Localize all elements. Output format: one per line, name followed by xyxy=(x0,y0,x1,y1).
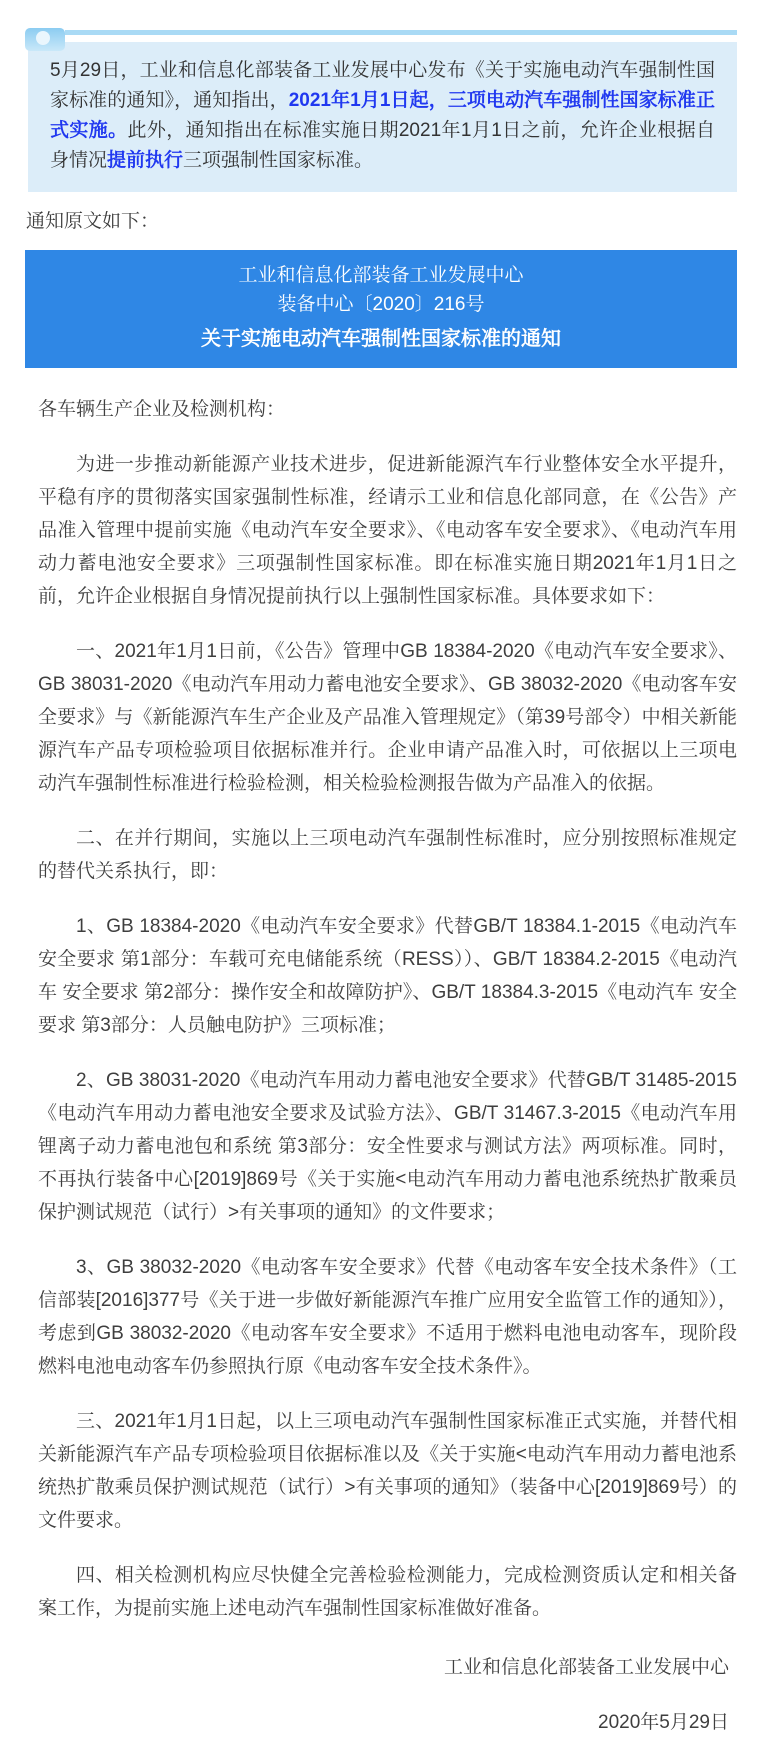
paragraph-sub-3: 3、GB 38032-2020《电动客车安全要求》代替《电动客车安全技术条件》（工信部装[2016]377号《关于进一步做好新能源汽车推广应用安全监管工作的通知》），考虑到GB 38032-2020《电动客车安全要求》不适用于燃料电池电动客车，现阶段燃料电池电动客车仍参照执行原《电动客车安全技术条件》。 xyxy=(38,1257,737,1377)
summary-text-segment: 5月29日，工业和信息化部装备工业发展中心发布《关于实施电动汽车强制性国家标准的通知》，通知指出， xyxy=(50,60,715,111)
signature-org: 工业和信息化部装备工业发展中心 xyxy=(443,1657,729,1678)
paragraph-item-3: 三、2021年1月1日起，以上三项电动汽车强制性国家标准正式实施，并替代相关新能源汽车产品专项检验项目依据标准以及《关于实施<电动汽车用动力蓄电池系统热扩散乘员保护测试规范（试行）>有关事项的通知》（装备中心[2019]869号）的文件要求。 xyxy=(38,1411,737,1531)
lead-text: 通知原文如下： xyxy=(26,211,160,232)
paragraph-sub-2: 2、GB 38031-2020《电动汽车用动力蓄电池安全要求》代替GB/T 31485-2015《电动汽车用动力蓄电池安全要求及试验方法》、GB/T 31467.3-2015《电动汽车用锂离子动力蓄电池包和系统 第3部分：安全性要求与测试方法》两项标准。同时，不再执行装备中心[2019]869号《关于实施<电动汽车用动力蓄电池系统热扩散乘员保护测试规范（试行）>有关事项的通知》的文件要求； xyxy=(38,1070,737,1223)
notice-title: 关于实施电动汽车强制性国家标准的通知 xyxy=(201,328,561,350)
summary-decoration xyxy=(0,28,774,42)
paragraph-item-4: 四、相关检测机构应尽快健全完善检验检测能力，完成检测资质认定和相关备案工作，为提前实施上述电动汽车强制性国家标准做好准备。 xyxy=(38,1565,737,1619)
decor-dot-icon xyxy=(36,31,50,45)
salutation: 各车辆生产企业及检测机构： xyxy=(38,399,286,420)
paragraph-sub-1: 1、GB 18384-2020《电动汽车安全要求》代替GB/T 18384.1-2015《电动汽车 安全要求 第1部分：车载可充电储能系统（RESS））、GB/T 18384.2-2015《电动汽车 安全要求 第2部分：操作安全和故障防护》、GB/T 18384.3-2015《电动汽车 安全要求 第3部分：人员触电防护》三项标准； xyxy=(38,916,737,1036)
paragraph-intro: 为进一步推动新能源产业技术进步，促进新能源汽车行业整体安全水平提升，平稳有序的贯彻落实国家强制性标准，经请示工业和信息化部同意，在《公告》产品准入管理中提前实施《电动汽车安全要求》、《电动客车安全要求》、《电动汽车用动力蓄电池安全要求》三项强制性国家标准。即在标准实施日期2021年1月1日之前，允许企业根据自身情况提前执行以上强制性国家标准。具体要求如下： xyxy=(38,454,737,607)
paragraph-item-1: 一、2021年1月1日前，《公告》管理中GB 18384-2020《电动汽车安全要求》、GB 38031-2020《电动汽车用动力蓄电池安全要求》、GB 38032-2020《电动客车安全要求》与《新能源汽车生产企业及产品准入管理规定》（第39号部令）中相关新能源汽车产品专项检验项目依据标准并行。企业申请产品准入时，可依据以上三项电动汽车强制性标准进行检验检测，相关检验检测报告做为产品准入的依据。 xyxy=(38,641,737,794)
notice-summary-box xyxy=(28,42,737,192)
notice-header-banner xyxy=(25,250,737,368)
summary-text-segment: 三项强制性国家标准。 xyxy=(183,150,374,171)
decor-square xyxy=(25,28,65,51)
paragraph-item-2: 二、在并行期间，实施以上三项电动汽车强制性标准时，应分别按照标准规定的替代关系执行，即： xyxy=(38,828,737,882)
summary-highlight-implementation-date: 2021年1月1日起，三项电动汽车强制性国家标准正式实施。 xyxy=(50,90,715,141)
summary-highlight-early-execution: 提前执行 xyxy=(107,150,184,171)
decor-line xyxy=(65,30,737,35)
notice-doc-number: 装备中心〔2020〕216号 xyxy=(277,294,485,315)
notice-body xyxy=(38,393,737,1753)
signature-date: 2020年5月29日 xyxy=(598,1712,729,1733)
notice-org-name: 工业和信息化部装备工业发展中心 xyxy=(238,265,524,286)
summary-text-segment: 此外，通知指出在标准实施日期2021年1月1日之前，允许企业根据自身情况 xyxy=(50,120,715,171)
